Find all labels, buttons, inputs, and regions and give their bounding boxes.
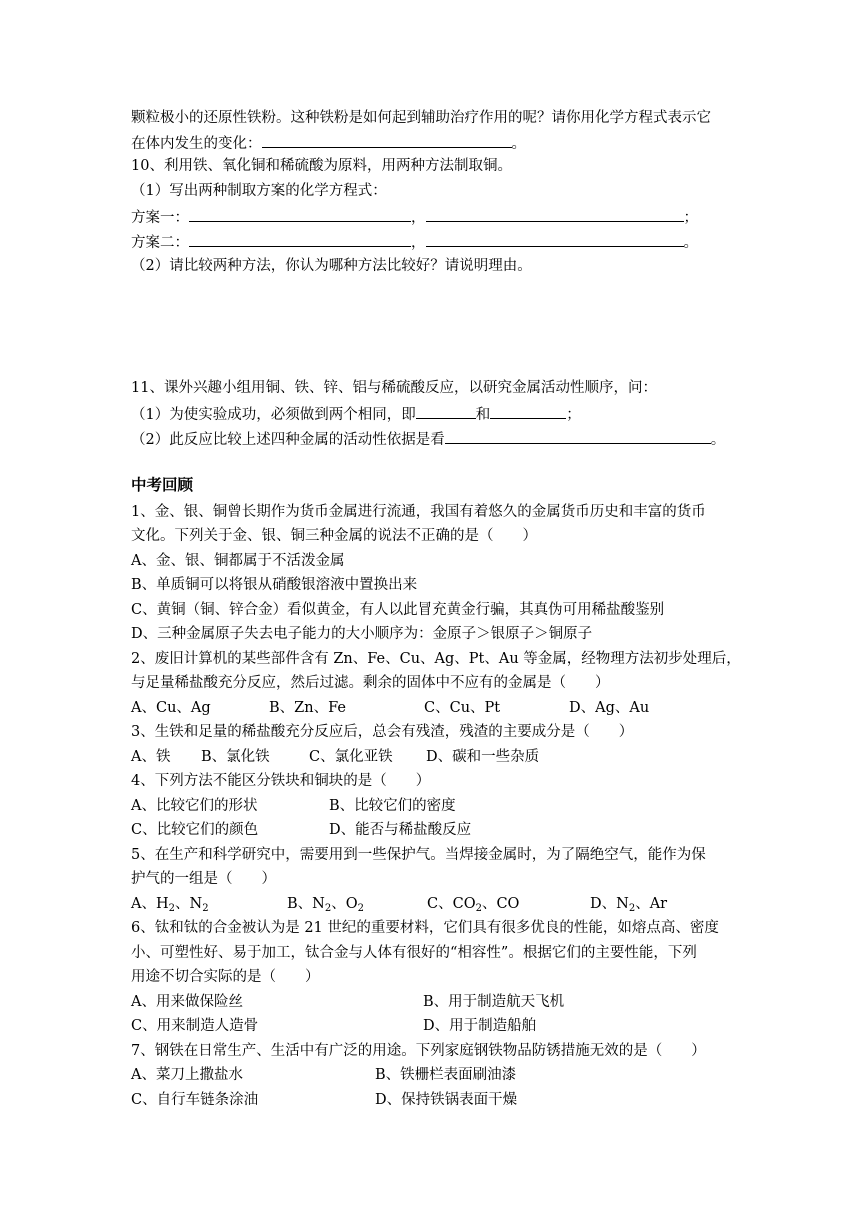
q11-title: 11、课外兴趣小组用铜、铁、锌、铝与稀硫酸反应，以研究金属活动性顺序，问： bbox=[131, 380, 657, 396]
q9-line1: 颗粒极小的还原性铁粉。这种铁粉是如何起到辅助治疗作用的呢？请你用化学方程式表示它 bbox=[131, 110, 711, 126]
q9-line2-suffix: 。 bbox=[511, 136, 526, 152]
q11-part1-c: ； bbox=[566, 407, 581, 423]
r-q7-row1 bbox=[131, 1065, 731, 1087]
r-q2-options bbox=[131, 698, 731, 720]
r-q4-option-c: C、比较它们的颜色 bbox=[131, 822, 259, 838]
q10-plan1 bbox=[131, 206, 698, 228]
r-q6-option-a: A、用来做保险丝 bbox=[131, 994, 243, 1010]
r-q7-line1: 7、钢铁在日常生产、生活中有广泛的用途。下列家庭钢铁物品防锈措施无效的是（ ） bbox=[131, 1043, 706, 1059]
r-q1-option-d: D、三种金属原子失去电子能力的大小顺序为：金原子＞银原子＞铜原子 bbox=[131, 626, 593, 642]
q10-plan2-sep: ， bbox=[411, 235, 426, 251]
r-q6-line3: 用途不切合实际的是（ ） bbox=[131, 969, 320, 985]
r-q5-line1: 5、在生产和科学研究中，需要用到一些保护气。当焊接金属时，为了隔绝空气，能作为保 bbox=[131, 847, 706, 863]
r-q5-option-d: D、$N_2$、Ar bbox=[590, 896, 668, 914]
r-q6-option-c: C、用来制造人造骨 bbox=[131, 1018, 259, 1034]
q10-plan2-blank-b[interactable] bbox=[426, 231, 684, 247]
r-q3-option-a: A、铁 bbox=[131, 749, 171, 765]
q10-plan1-sep: ， bbox=[411, 210, 426, 226]
r-q6-line1: 6、钛和钛的合金被认为是 21 世纪的重要材料，它们具有很多优良的性能，如熔点高、密度 bbox=[131, 920, 719, 936]
r-q2-line1: 2、废旧计算机的某些部件含有 Zn、Fe、Cu、Ag、Pt、Au 等金属，经物理方法初步处理后， bbox=[131, 651, 741, 667]
r-q3-line1: 3、生铁和足量的稀盐酸充分反应后，总会有残渣，残渣的主要成分是（ ） bbox=[131, 724, 634, 740]
r-q5-line2: 护气的一组是（ ） bbox=[131, 871, 276, 887]
r-q6-row1 bbox=[131, 992, 731, 1014]
r-q6-option-b: B、用于制造航天飞机 bbox=[423, 994, 565, 1010]
r-q6-line2: 小、可塑性好、易于加工，钛合金与人体有很好的“相容性”。根据它们的主要性能，下列 bbox=[131, 945, 697, 961]
r-q6-option-d: D、用于制造船舶 bbox=[423, 1018, 537, 1034]
r-q3-option-b: B、氯化铁 bbox=[201, 749, 270, 765]
q10-title: 10、利用铁、氧化铜和稀硫酸为原料，用两种方法制取铜。 bbox=[131, 158, 512, 174]
q11-part2-b: 。 bbox=[710, 432, 726, 448]
q10-part1: （1）写出两种制取方案的化学方程式： bbox=[131, 183, 387, 199]
q10-plan1-blank-a[interactable] bbox=[189, 206, 411, 222]
q11-part1 bbox=[131, 403, 581, 425]
r-q5-option-b: B、$N_2$、$O_2$ bbox=[287, 896, 364, 914]
review-heading: 中考回顾 bbox=[131, 476, 194, 494]
r-q7-option-b: B、铁栅栏表面刷油漆 bbox=[375, 1067, 517, 1083]
q11-part2 bbox=[131, 428, 725, 450]
q11-part2-a: （2）此反应比较上述四种金属的活动性依据是看 bbox=[131, 432, 445, 448]
q10-plan2-label: 方案二： bbox=[131, 235, 189, 251]
r-q3-option-c: C、氯化亚铁 bbox=[309, 749, 393, 765]
q11-part1-blank-b[interactable] bbox=[490, 403, 566, 419]
r-q2-line2: 与足量稀盐酸充分反应，然后过滤。剩余的固体中不应有的金属是（ ） bbox=[131, 675, 610, 691]
q10-plan2 bbox=[131, 231, 698, 253]
r-q1-line2: 文化。下列关于金、银、铜三种金属的说法不正确的是（ ） bbox=[131, 528, 537, 544]
r-q4-option-d: D、能否与稀盐酸反应 bbox=[329, 822, 472, 838]
r-q4-row2 bbox=[131, 820, 731, 842]
r-q3-option-d: D、碳和一些杂质 bbox=[426, 749, 540, 765]
r-q5-option-c: C、$CO_2$、CO bbox=[427, 896, 520, 914]
r-q7-row2 bbox=[131, 1090, 731, 1112]
q10-plan2-end: 。 bbox=[683, 235, 698, 251]
r-q7-option-d: D、保持铁锅表面干燥 bbox=[375, 1092, 518, 1108]
q9-answer-blank[interactable] bbox=[262, 132, 512, 148]
q9-line2 bbox=[131, 132, 526, 154]
q10-plan1-end: ； bbox=[683, 210, 698, 226]
r-q1-option-a: A、金、银、铜都属于不活泼金属 bbox=[131, 553, 345, 569]
q11-part2-blank[interactable] bbox=[445, 428, 711, 444]
r-q5-option-a: A、$H_2$、$N_2$ bbox=[131, 896, 209, 914]
q10-plan2-blank-a[interactable] bbox=[189, 231, 411, 247]
r-q2-option-d: D、Ag、Au bbox=[569, 700, 650, 716]
r-q5-options bbox=[131, 894, 731, 916]
r-q7-option-a: A、菜刀上撒盐水 bbox=[131, 1067, 243, 1083]
r-q4-option-a: A、比较它们的形状 bbox=[131, 798, 258, 814]
q11-part1-b: 和 bbox=[475, 407, 491, 423]
r-q2-option-b: B、Zn、Fe bbox=[269, 700, 346, 716]
q11-part1-a: （1）为使实验成功，必须做到两个相同，即 bbox=[131, 407, 416, 423]
r-q4-row1 bbox=[131, 796, 731, 818]
q10-plan1-blank-b[interactable] bbox=[426, 206, 684, 222]
r-q2-option-a: A、Cu、Ag bbox=[131, 700, 211, 716]
r-q1-option-c: C、黄铜（铜、锌合金）看似黄金，有人以此冒充黄金行骗，其真伪可用稀盐酸鉴别 bbox=[131, 602, 665, 618]
r-q2-option-c: C、Cu、Pt bbox=[424, 700, 501, 716]
q10-part2: （2）请比较两种方法，你认为哪种方法比较好？请说明理由。 bbox=[131, 258, 532, 274]
r-q4-option-b: B、比较它们的密度 bbox=[329, 798, 456, 814]
r-q6-row2 bbox=[131, 1016, 731, 1038]
q10-plan1-label: 方案一： bbox=[131, 210, 189, 226]
r-q3-options bbox=[131, 747, 731, 769]
q9-line2-prefix: 在体内发生的变化： bbox=[131, 136, 262, 152]
r-q4-line1: 4、下列方法不能区分铁块和铜块的是（ ） bbox=[131, 773, 431, 789]
r-q1-line1: 1、金、银、铜曾长期作为货币金属进行流通，我国有着悠久的金属货币历史和丰富的货币 bbox=[131, 504, 706, 520]
r-q7-option-c: C、自行车链条涂油 bbox=[131, 1092, 259, 1108]
q11-part1-blank-a[interactable] bbox=[416, 403, 476, 419]
r-q1-option-b: B、单质铜可以将银从硝酸银溶液中置换出来 bbox=[131, 577, 418, 593]
